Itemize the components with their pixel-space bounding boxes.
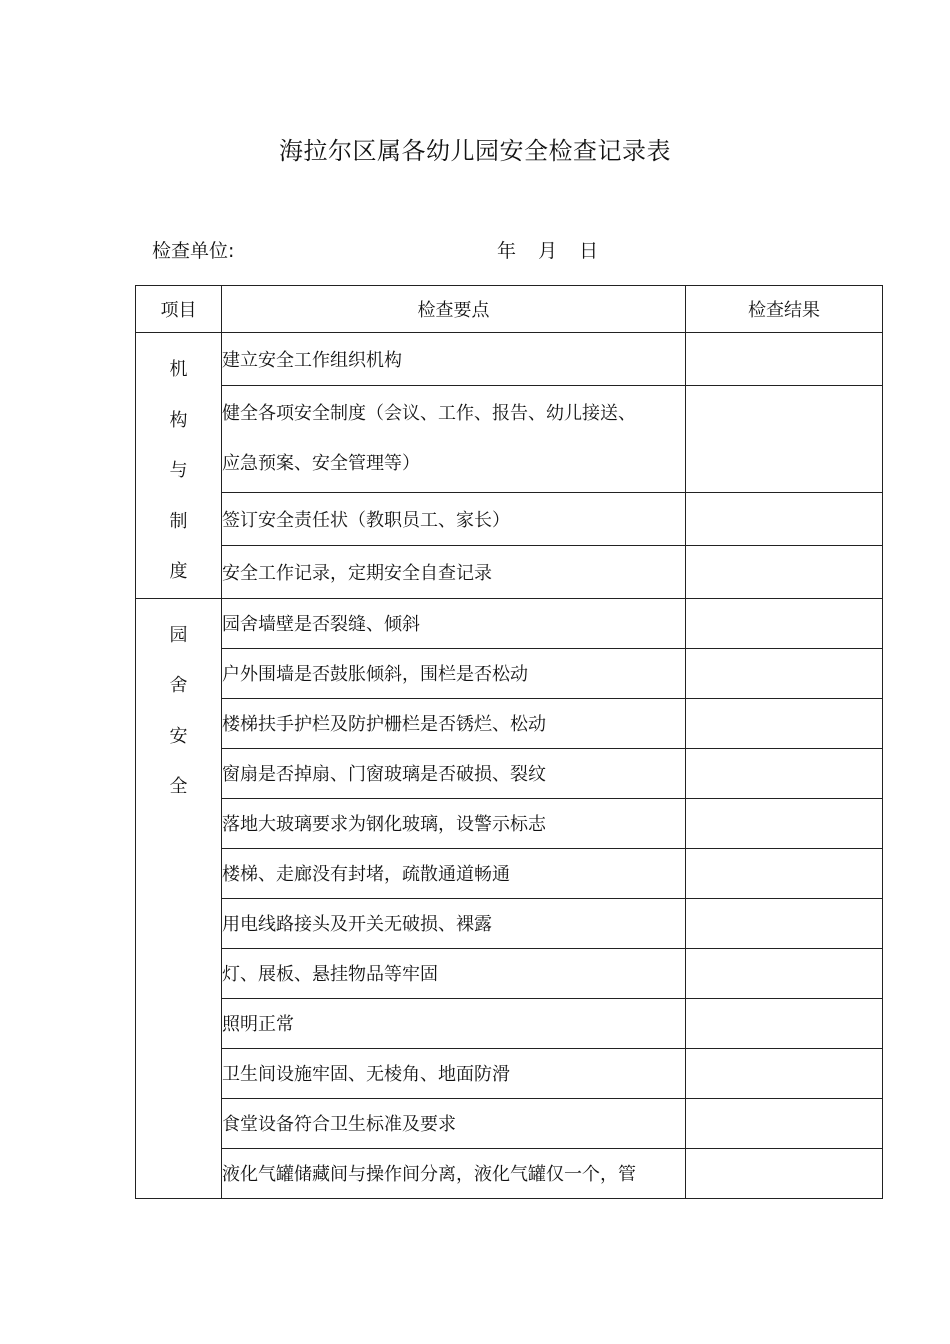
result-cell[interactable]: [686, 1098, 883, 1148]
date-day: 日: [579, 240, 599, 262]
check-point-cell: [222, 598, 686, 648]
check-point-cell: [222, 648, 686, 698]
table-row: [136, 648, 883, 698]
table-row: [136, 545, 883, 598]
check-point-cell: [222, 1098, 686, 1148]
date-year: 年: [497, 240, 517, 262]
check-point-cell: [222, 1148, 686, 1198]
check-point-text: 楼梯、走廊没有封堵，疏散通道畅通: [222, 864, 510, 885]
table-row: [136, 1148, 883, 1198]
header-result: 检查结果: [686, 286, 883, 333]
check-point-cell: [222, 898, 686, 948]
check-point-cell: [222, 698, 686, 748]
category-cell: [136, 333, 222, 599]
check-point-cell: [222, 798, 686, 848]
page-title: 海拉尔区属各幼儿园安全检查记录表: [279, 137, 671, 165]
result-cell[interactable]: [686, 698, 883, 748]
check-point-text: 照明正常: [222, 1014, 294, 1035]
result-cell[interactable]: [686, 648, 883, 698]
table-row: [136, 698, 883, 748]
table-row: [136, 948, 883, 998]
result-cell[interactable]: [686, 545, 883, 598]
result-cell[interactable]: [686, 798, 883, 848]
check-point-cell: [222, 492, 686, 545]
table-row: [136, 898, 883, 948]
check-point-cell: [222, 748, 686, 798]
result-cell[interactable]: [686, 492, 883, 545]
result-cell[interactable]: [686, 598, 883, 648]
check-point-text: 液化气罐储藏间与操作间分离，液化气罐仅一个，管: [222, 1164, 636, 1185]
check-point-text: 食堂设备符合卫生标准及要求: [222, 1114, 456, 1135]
check-point-text: 楼梯扶手护栏及防护栅栏是否锈烂、松动: [222, 714, 546, 735]
category-char: 园: [169, 624, 188, 646]
table-body: [136, 333, 883, 1199]
result-cell[interactable]: [686, 898, 883, 948]
table-row: [136, 748, 883, 798]
date-month: 月: [538, 240, 558, 262]
result-cell[interactable]: [686, 748, 883, 798]
check-point-cell: [222, 333, 686, 386]
table-row: [136, 998, 883, 1048]
table-row: [136, 333, 883, 386]
result-cell[interactable]: [686, 848, 883, 898]
check-point-text: 签订安全责任状（教职员工、家长）: [222, 509, 510, 531]
table-header-row: [136, 286, 883, 333]
category-char: 安: [169, 725, 188, 747]
category-cell: [136, 598, 222, 1198]
check-point-text: 落地大玻璃要求为钢化玻璃，设警示标志: [222, 814, 546, 835]
category-char: 与: [169, 460, 188, 481]
category-char: 制: [169, 510, 188, 532]
header-points: 检查要点: [222, 286, 686, 333]
result-cell[interactable]: [686, 1148, 883, 1198]
inspection-unit-label: 检查单位:: [152, 240, 235, 262]
category-char: 度: [169, 561, 188, 582]
category-char: 机: [169, 359, 188, 380]
category-char: 舍: [169, 675, 188, 696]
result-cell[interactable]: [686, 1048, 883, 1098]
table-row: [136, 798, 883, 848]
inspection-table: [135, 285, 883, 1199]
header-item: 项目: [136, 286, 222, 333]
category-char: 全: [169, 776, 188, 797]
check-point-cell: [222, 848, 686, 898]
check-point-text: 健全各项安全制度（会议、工作、报告、幼儿接送、: [222, 402, 636, 424]
table-row: [136, 848, 883, 898]
check-point-text: 卫生间设施牢固、无棱角、地面防滑: [222, 1064, 510, 1085]
check-point-cell: [222, 948, 686, 998]
table-row: [136, 492, 883, 545]
check-point-text: 户外围墙是否鼓胀倾斜，围栏是否松动: [222, 664, 528, 685]
check-point-text: 灯、展板、悬挂物品等牢固: [222, 964, 438, 985]
category-char: 构: [169, 409, 188, 431]
check-point-cell: [222, 385, 686, 492]
check-point-text: 应急预案、安全管理等）: [222, 452, 420, 474]
date-label: [497, 236, 614, 263]
check-point-text: 安全工作记录，定期安全自查记录: [222, 562, 492, 584]
check-point-text: 建立安全工作组织机构: [222, 349, 402, 371]
check-point-text: 窗扇是否掉扇、门窗玻璃是否破损、裂纹: [222, 764, 546, 785]
check-point-cell: [222, 545, 686, 598]
table-row: [136, 598, 883, 648]
result-cell[interactable]: [686, 333, 883, 386]
check-point-cell: [222, 998, 686, 1048]
result-cell[interactable]: [686, 385, 883, 492]
result-cell[interactable]: [686, 948, 883, 998]
check-point-cell: [222, 1048, 686, 1098]
table-row: [136, 1098, 883, 1148]
check-point-text: 园舍墙壁是否裂缝、倾斜: [222, 614, 420, 635]
table-row: [136, 1048, 883, 1098]
check-point-text: 用电线路接头及开关无破损、裸露: [222, 914, 492, 935]
result-cell[interactable]: [686, 998, 883, 1048]
table-row: [136, 385, 883, 492]
